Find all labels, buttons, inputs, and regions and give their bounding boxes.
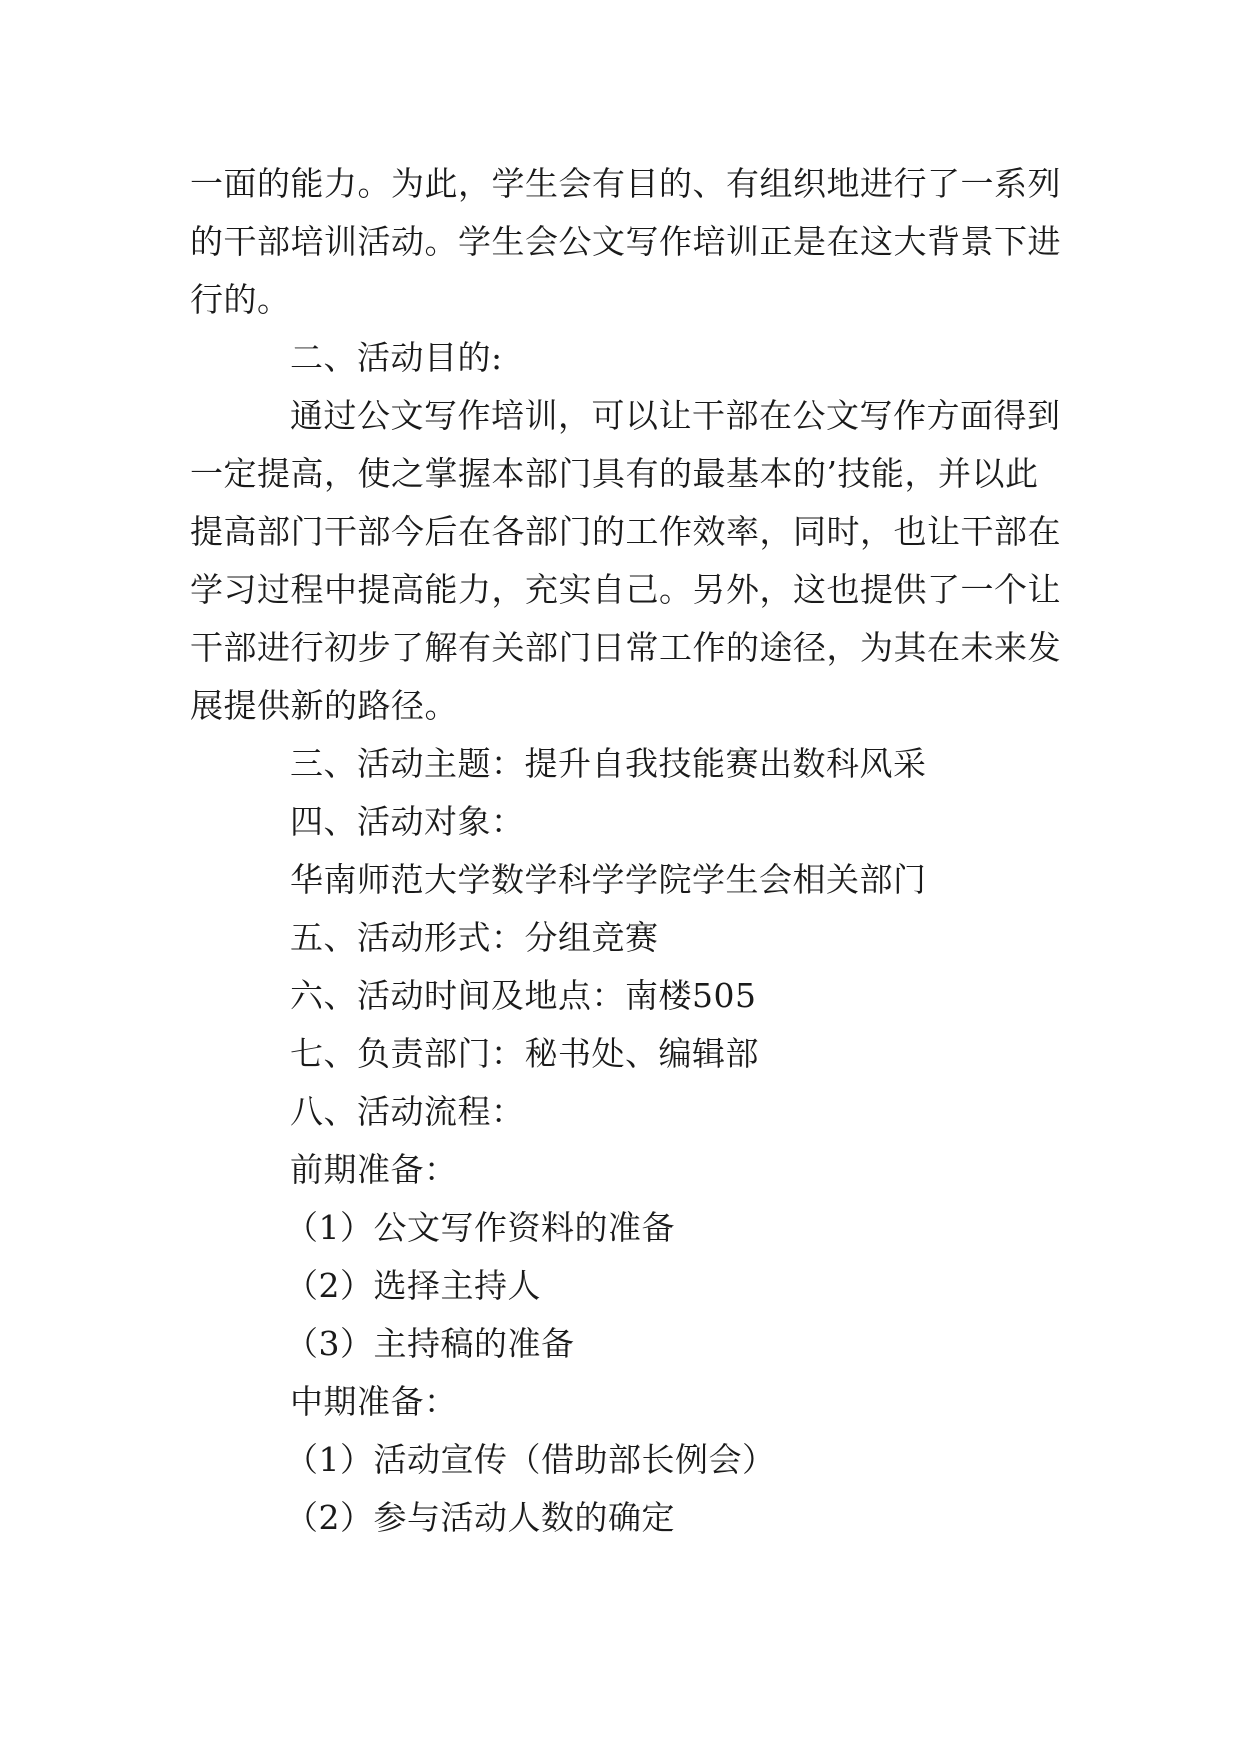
paragraph-line: 一面的能力。为此，学生会有目的、有组织地进行了一系列 bbox=[190, 164, 1061, 203]
list-item: （1）公文写作资料的准备 bbox=[285, 1208, 675, 1247]
section-heading-format: 五、活动形式：分组竞赛 bbox=[290, 918, 659, 957]
section-heading-time-location: 六、活动时间及地点：南楼505 bbox=[290, 976, 757, 1015]
list-item: （2）选择主持人 bbox=[285, 1266, 541, 1305]
audience-text: 华南师范大学数学科学学院学生会相关部门 bbox=[290, 860, 927, 899]
section-heading-process: 八、活动流程： bbox=[290, 1092, 525, 1131]
paragraph-line: 提高部门干部今后在各部门的工作效率，同时，也让干部在 bbox=[190, 512, 1061, 551]
section-heading-theme: 三、活动主题：提升自我技能赛出数科风采 bbox=[290, 744, 927, 783]
paragraph-line: 行的。 bbox=[190, 280, 291, 319]
list-item: （2）参与活动人数的确定 bbox=[285, 1498, 675, 1537]
section-heading-department: 七、负责部门：秘书处、编辑部 bbox=[290, 1034, 759, 1073]
paragraph-line: 展提供新的路径。 bbox=[190, 686, 458, 725]
paragraph-line: 干部进行初步了解有关部门日常工作的途径，为其在未来发 bbox=[190, 628, 1061, 667]
section-heading-audience: 四、活动对象： bbox=[290, 802, 525, 841]
subheading-early-prep: 前期准备： bbox=[290, 1150, 458, 1189]
list-item: （1）活动宣传（借助部长例会） bbox=[285, 1440, 776, 1479]
subheading-mid-prep: 中期准备： bbox=[290, 1382, 458, 1421]
paragraph-line: 通过公文写作培训，可以让干部在公文写作方面得到 bbox=[290, 396, 1061, 435]
section-heading-purpose: 二、活动目的: bbox=[290, 338, 503, 377]
paragraph-line: 学习过程中提高能力，充实自己。另外，这也提供了一个让 bbox=[190, 570, 1061, 609]
paragraph-line: 的干部培训活动。学生会公文写作培训正是在这大背景下进 bbox=[190, 222, 1061, 261]
list-item: （3）主持稿的准备 bbox=[285, 1324, 575, 1363]
paragraph-line: 一定提高，使之掌握本部门具有的最基本的’技能，并以此 bbox=[190, 454, 1039, 493]
